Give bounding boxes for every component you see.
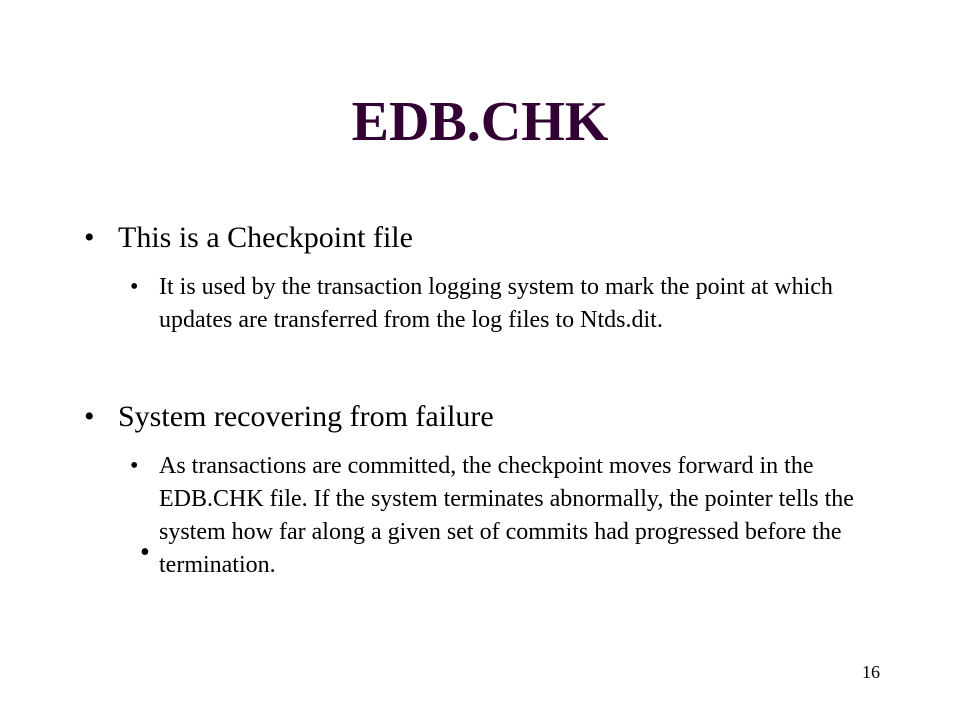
page-number: 16 <box>862 662 880 682</box>
bullet-text: System recovering from failure <box>118 400 494 433</box>
bullet-text: This is a Checkpoint file <box>118 221 413 254</box>
slide-title: EDB.CHK <box>351 91 609 153</box>
sub-bullet-icon: • <box>130 453 139 479</box>
sub-bullet-icon: • <box>130 274 139 300</box>
bullet-icon: • <box>84 221 95 254</box>
bullet-icon: • <box>84 400 95 433</box>
sub-bullet-text: As transactions are committed, the checkpoint moves forward in the EDB.CHK file. If the system terminates abnormally, the pointer tells the system how far along a given set of commits had progressed before the termination. <box>159 453 854 578</box>
sub-bullet-text: It is used by the transaction logging system to mark the point at which updates are transferred from the log files to Ntds.dit. <box>159 274 833 333</box>
empty-bullet-icon: • <box>140 537 150 568</box>
